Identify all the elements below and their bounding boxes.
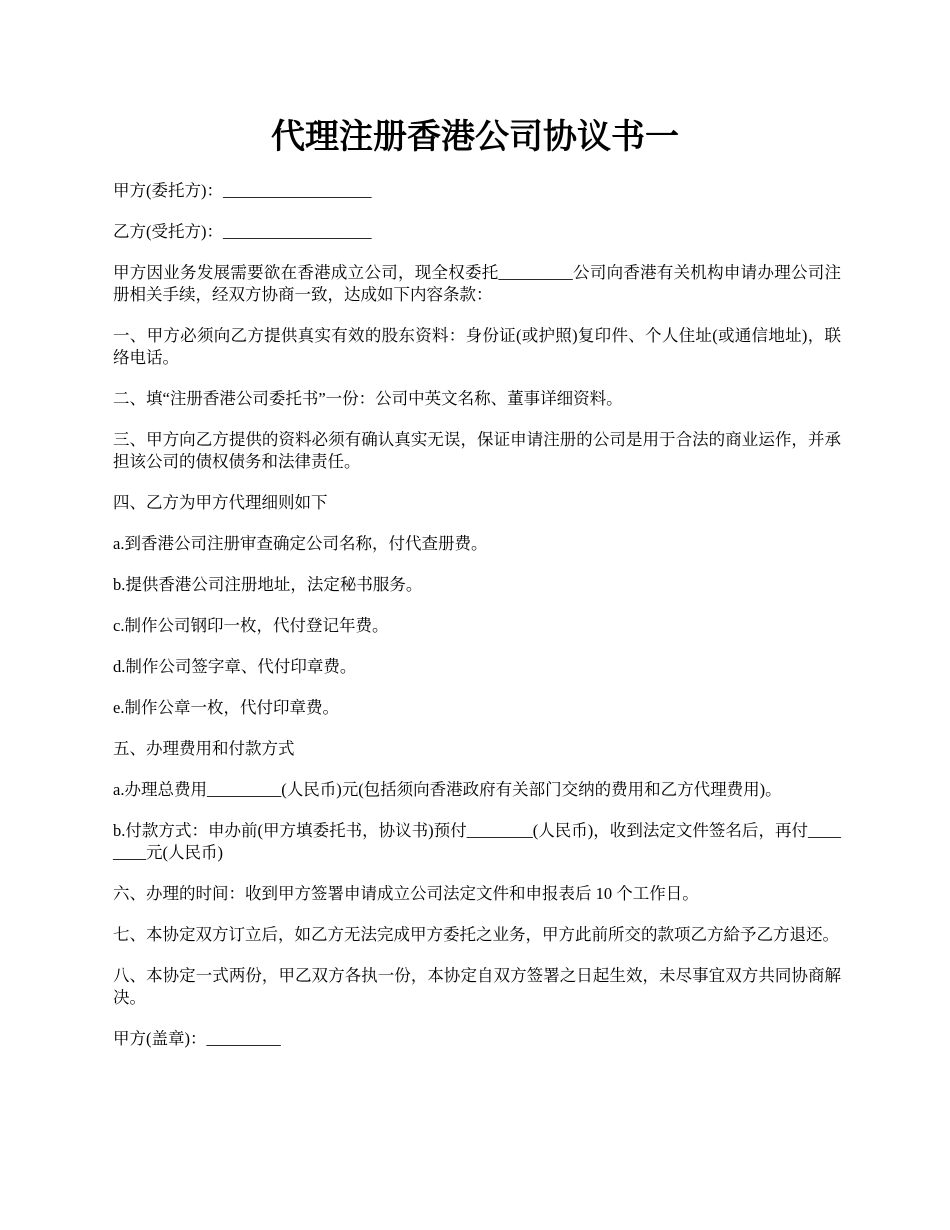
clause-4-item-c: c.制作公司钢印一枚，代付登记年费。	[113, 616, 389, 635]
clause-5-item-b: b.付款方式：申办前(甲方填委托书，协议书)预付________(人民币)，收到法定文件签名后，再付________元(人民币)	[113, 821, 841, 862]
document-body	[113, 180, 841, 1069]
clause-4-item-e: e.制作公章一枚，代付印章费。	[113, 698, 339, 717]
document-title: 代理注册香港公司协议书一	[271, 117, 679, 157]
party-a-line: 甲方(委托方)：__________________	[113, 181, 372, 200]
clause-5-heading: 五、办理费用和付款方式	[113, 739, 295, 758]
clause-8: 八、本协定一式两份，甲乙双方各执一份，本协定自双方签署之日起生效，未尽事宜双方共同协商解决。	[113, 966, 841, 1007]
clause-4-item-a: a.到香港公司注册审查确定公司名称，付代查册费。	[113, 534, 488, 553]
clause-4-heading: 四、乙方为甲方代理细则如下	[113, 493, 328, 512]
intro-paragraph: 甲方因业务发展需要欲在香港成立公司，现全权委托_________公司向香港有关机构申请办理公司注册相关手续，经双方协商一致，达成如下内容条款：	[113, 263, 841, 304]
clause-4-item-b: b.提供香港公司注册地址，法定秘书服务。	[113, 575, 423, 594]
clause-5-item-a: a.办理总费用_________(人民币)元(包括须向香港政府有关部门交纳的费用和乙方代理费用)。	[113, 780, 782, 799]
clause-6: 六、办理的时间：收到甲方签署申请成立公司法定文件和申报表后 10 个工作日。	[113, 884, 699, 903]
party-b-line: 乙方(受托方)：__________________	[113, 222, 372, 241]
clause-2: 二、填“注册香港公司委托书”一份：公司中英文名称、董事详细资料。	[113, 389, 623, 408]
clause-4-item-d: d.制作公司签字章、代付印章费。	[113, 657, 357, 676]
clause-1: 一、甲方必须向乙方提供真实有效的股东资料：身份证(或护照)复印件、个人住址(或通信地址)，联络电话。	[113, 326, 841, 367]
clause-7: 七、本协定双方订立后，如乙方无法完成甲方委托之业务，甲方此前所交的款项乙方給予乙方退还。	[113, 925, 839, 944]
party-a-seal-line: 甲方(盖章)：_________	[113, 1029, 281, 1048]
clause-3: 三、甲方向乙方提供的资料必须有确认真实无误，保证申请注册的公司是用于合法的商业运作，并承担该公司的债权债务和法律责任。	[113, 430, 841, 471]
